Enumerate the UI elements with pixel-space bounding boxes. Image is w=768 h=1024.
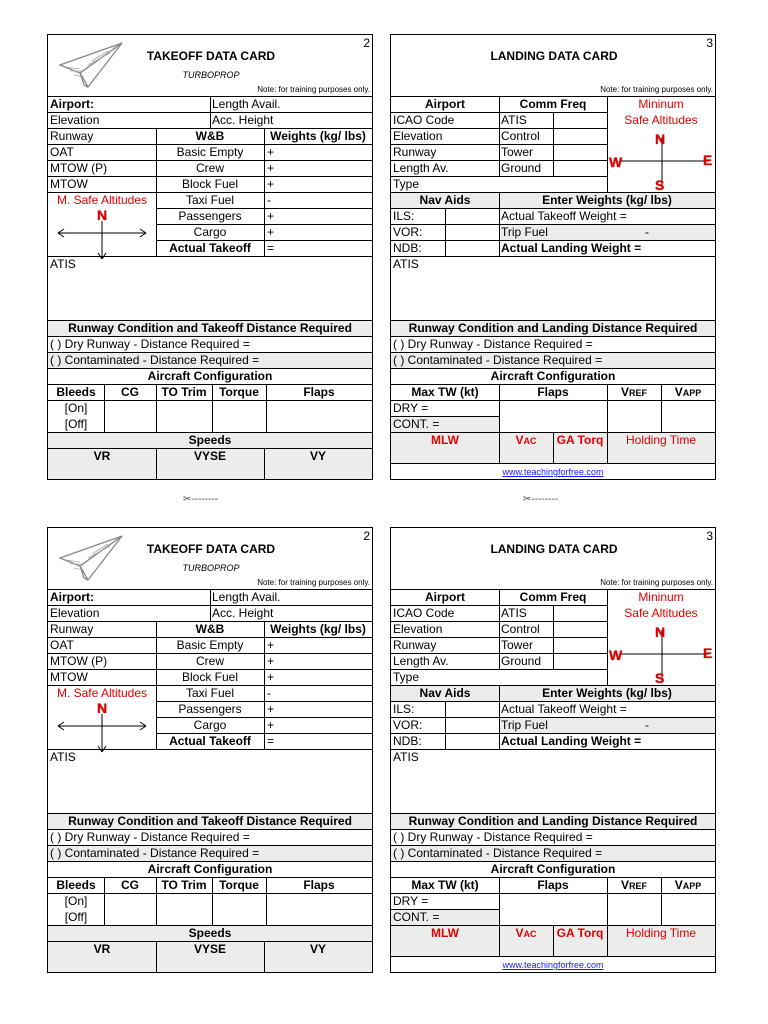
bleeds-on: [On] [64,894,88,908]
actual-landing-weight: Actual Landing Weight = [501,734,642,748]
airport-label: Airport: [50,97,94,111]
freq-ground: Ground [501,654,542,668]
acc-height-label: Acc. Height [212,606,274,620]
freq-atis: ATIS [501,606,527,620]
wb-row-label: Cargo [193,225,227,239]
wb-row-sign: + [267,209,275,223]
vac-header: VAC [515,926,537,940]
bleeds-off: [Off] [64,910,88,924]
landing-data-card [390,527,716,973]
training-note: Note: for training purposes only. [600,578,713,587]
cg-header: CG [121,385,139,399]
elevation-label: Elevation [50,606,100,620]
ndb-label: NDB: [393,241,422,255]
paper-plane-logo [58,41,124,91]
north-marker: N [97,207,108,223]
dry-runway-distance: ( ) Dry Runway - Distance Required = [393,830,593,844]
aircraft-config-header: Aircraft Configuration [147,369,273,383]
cut-line-right: ✂-------- [523,494,559,505]
card-subtitle: TURBOPROP [182,563,240,573]
cont-max-tw: CONT. = [393,417,440,431]
type-label: Type [393,177,420,191]
airport-header: Airport [425,590,465,604]
wb-header: W&B [195,129,225,143]
speeds-header: Speeds [188,926,232,940]
max-tw-header: Max TW (kt) [411,878,479,892]
comm-freq-header: Comm Freq [519,97,587,111]
min-safe-alt-line1: Mininum [638,590,684,604]
mtow-label: MTOW [50,177,88,191]
to-trim-header: TO Trim [161,385,207,399]
length-av-label: Length Av. [393,654,449,668]
wb-row-sign: - [267,193,271,207]
compass-west: W [609,647,623,663]
wb-row-label: Crew [195,161,224,175]
trip-fuel-sign: - [645,718,649,732]
vor-label: VOR: [393,225,423,239]
compass-west: W [609,154,623,170]
speeds-header: Speeds [188,433,232,447]
flaps-header: Flaps [537,878,569,892]
vref-header: VREF [620,385,647,399]
compass-south: S [655,670,665,686]
wb-row-label: Cargo [193,718,227,732]
wb-row-label: Basic Empty [176,638,244,652]
elevation-label: Elevation [393,129,443,143]
type-label: Type [393,670,420,684]
training-note: Note: for training purposes only. [257,85,370,94]
page-number: 3 [706,36,713,50]
cont-max-tw: CONT. = [393,910,440,924]
vy-header: VY [309,449,326,463]
aircraft-config-header: Aircraft Configuration [490,862,616,876]
bleeds-header: Bleeds [56,385,96,399]
landing-data-card [390,34,716,480]
holding-time-header: Holding Time [625,926,697,940]
oat-label: OAT [50,145,74,159]
compass-arrows-icon [56,714,148,754]
vref-header: VREF [620,878,647,892]
atis-label: ATIS [50,257,76,271]
cut-line-left: ✂-------- [183,494,219,505]
wb-row-sign: = [267,241,275,255]
wb-row-sign: = [267,734,275,748]
flaps-header: Flaps [303,878,335,892]
paper-plane-logo [58,534,124,584]
takeoff-data-card [47,527,373,973]
card-subtitle: TURBOPROP [182,70,240,80]
weights-header: Weights (kg/ lbs) [270,129,366,143]
wb-row-label: Actual Takeoff [169,734,251,748]
flaps-header: Flaps [537,385,569,399]
wb-row-sign: + [267,670,275,684]
website-link[interactable]: www.teachingforfree.com [502,960,604,970]
compass-arrows-icon [56,221,148,261]
wb-row-label: Taxi Fuel [185,193,235,207]
mlw-header: MLW [431,433,459,447]
vyse-header: VYSE [193,942,226,956]
length-av-label: Length Av. [393,161,449,175]
freq-atis: ATIS [501,113,527,127]
landing-card-bottom [390,527,716,973]
mtow-p-label: MTOW (P) [50,161,108,175]
atis-label: ATIS [50,750,76,764]
mtow-label: MTOW [50,670,88,684]
page-number: 2 [363,529,370,543]
wb-row-sign: + [267,718,275,732]
wb-row-sign: + [267,702,275,716]
freq-tower: Tower [501,638,534,652]
airport-header: Airport [425,97,465,111]
wb-row-sign: + [267,638,275,652]
wb-row-label: Crew [195,654,224,668]
compass-east: E [703,152,713,168]
wb-row-label: Passengers [178,702,242,716]
aircraft-config-header: Aircraft Configuration [490,369,616,383]
vy-header: VY [309,942,326,956]
enter-weights-header: Enter Weights (kg/ lbs) [542,193,672,207]
runway-condition-header: Runway Condition and Takeoff Distance Required [68,321,352,335]
wb-row-sign: + [267,145,275,159]
dry-runway-distance: ( ) Dry Runway - Distance Required = [50,337,250,351]
mlw-header: MLW [431,926,459,940]
card-title: LANDING DATA CARD [490,542,618,556]
nav-aids-header: Nav Aids [419,193,471,207]
takeoff-data-card [47,34,373,480]
length-avail-label: Length Avail. [212,97,281,111]
vac-header: VAC [515,433,537,447]
elevation-label: Elevation [50,113,100,127]
dry-max-tw: DRY = [393,401,429,415]
card-title: TAKEOFF DATA CARD [146,49,276,63]
vr-header: VR [93,449,111,463]
landing-card-top [390,34,716,480]
contaminated-runway-distance: ( ) Contaminated - Distance Required = [50,353,260,367]
vapp-header: VAPP [674,385,702,399]
card-title: TAKEOFF DATA CARD [146,542,276,556]
trip-fuel-label: Trip Fuel [501,718,548,732]
bleeds-on: [On] [64,401,88,415]
vor-label: VOR: [393,718,423,732]
wb-row-label: Basic Empty [176,145,244,159]
takeoff-card-bottom [47,527,373,973]
dry-runway-distance: ( ) Dry Runway - Distance Required = [393,337,593,351]
enter-weights-header: Enter Weights (kg/ lbs) [542,686,672,700]
north-marker: N [97,700,108,716]
dry-max-tw: DRY = [393,894,429,908]
runway-condition-header: Runway Condition and Takeoff Distance Required [68,814,352,828]
min-safe-alt-line2: Safe Altitudes [624,606,698,620]
wb-header: W&B [195,622,225,636]
runway-label: Runway [50,622,94,636]
contaminated-runway-distance: ( ) Contaminated - Distance Required = [50,846,260,860]
msa-label: M. Safe Altitudes [56,686,148,700]
runway-label: Runway [50,129,94,143]
wb-row-label: Taxi Fuel [185,686,235,700]
runway-label: Runway [393,638,437,652]
airport-label: Airport: [50,590,94,604]
vyse-header: VYSE [193,449,226,463]
wb-row-label: Passengers [178,209,242,223]
wb-row-label: Actual Takeoff [169,241,251,255]
vr-header: VR [93,942,111,956]
runway-label: Runway [393,145,437,159]
icao-label: ICAO Code [393,606,455,620]
holding-time-header: Holding Time [625,433,697,447]
cg-header: CG [121,878,139,892]
vapp-header: VAPP [674,878,702,892]
weights-header: Weights (kg/ lbs) [270,622,366,636]
wb-row-sign: + [267,225,275,239]
msa-label: M. Safe Altitudes [56,193,148,207]
page-number: 2 [363,36,370,50]
wb-row-sign: - [267,686,271,700]
wb-row-sign: + [267,177,275,191]
icao-label: ICAO Code [393,113,455,127]
compass-east: E [703,645,713,661]
dry-runway-distance: ( ) Dry Runway - Distance Required = [50,830,250,844]
takeoff-card-top [47,34,373,480]
card-title: LANDING DATA CARD [490,49,618,63]
website-link[interactable]: www.teachingforfree.com [502,467,604,477]
length-avail-label: Length Avail. [212,590,281,604]
page-number: 3 [706,529,713,543]
mtow-p-label: MTOW (P) [50,654,108,668]
ga-torq-header: GA Torq [556,433,604,447]
wb-row-label: Block Fuel [181,670,239,684]
compass-north: N [655,131,666,147]
wb-row-sign: + [267,161,275,175]
aircraft-config-header: Aircraft Configuration [147,862,273,876]
min-safe-alt-line2: Safe Altitudes [624,113,698,127]
runway-condition-header: Runway Condition and Landing Distance Required [408,321,698,335]
wb-row-label: Block Fuel [181,177,239,191]
actual-takeoff-weight: Actual Takeoff Weight = [501,209,627,223]
atis-label: ATIS [393,750,419,764]
atis-label: ATIS [393,257,419,271]
flaps-header: Flaps [303,385,335,399]
min-safe-alt-line1: Mininum [638,97,684,111]
freq-control: Control [501,129,540,143]
compass-north: N [655,624,666,640]
ils-label: ILS: [393,702,415,716]
trip-fuel-label: Trip Fuel [501,225,548,239]
comm-freq-header: Comm Freq [519,590,587,604]
nav-aids-header: Nav Aids [419,686,471,700]
freq-ground: Ground [501,161,542,175]
freq-control: Control [501,622,540,636]
wb-row-sign: + [267,654,275,668]
bleeds-off: [Off] [64,417,88,431]
trip-fuel-sign: - [645,225,649,239]
compass-south: S [655,177,665,193]
actual-landing-weight: Actual Landing Weight = [501,241,642,255]
actual-takeoff-weight: Actual Takeoff Weight = [501,702,627,716]
contaminated-runway-distance: ( ) Contaminated - Distance Required = [393,353,603,367]
to-trim-header: TO Trim [161,878,207,892]
ndb-label: NDB: [393,734,422,748]
training-note: Note: for training purposes only. [600,85,713,94]
runway-condition-header: Runway Condition and Landing Distance Required [408,814,698,828]
ga-torq-header: GA Torq [556,926,604,940]
bleeds-header: Bleeds [56,878,96,892]
ils-label: ILS: [393,209,415,223]
freq-tower: Tower [501,145,534,159]
training-note: Note: for training purposes only. [257,578,370,587]
max-tw-header: Max TW (kt) [411,385,479,399]
elevation-label: Elevation [393,622,443,636]
torque-header: Torque [219,878,259,892]
acc-height-label: Acc. Height [212,113,274,127]
contaminated-runway-distance: ( ) Contaminated - Distance Required = [393,846,603,860]
torque-header: Torque [219,385,259,399]
oat-label: OAT [50,638,74,652]
